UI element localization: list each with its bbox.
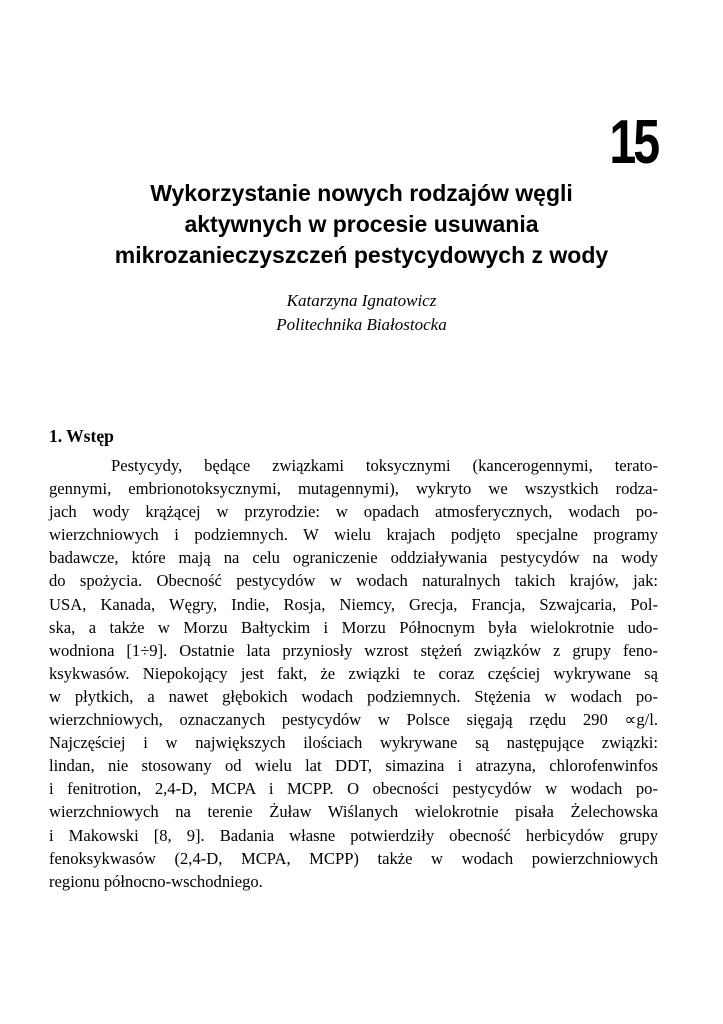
chapter-title [40,178,683,271]
paragraph-line: i fenitrotion, 2,4-D, MCPA i MCPP. O obecności pestycydów w wodach po- [49,779,658,799]
paragraph-line: fenoksykwasów (2,4-D, MCPA, MCPP) także w wodach powierzchniowych [49,848,658,868]
paragraph-line: badawcze, które mają na celu ograniczenie oddziaływania pestycydów na wody [49,548,658,568]
title-line: mikrozanieczyszczeń pestycydowych z wody [114,242,609,268]
paragraph-line: ksykwasów. Niepokojący jest fakt, że związki te coraz częściej wykrywane są [49,663,658,683]
paragraph-line: USA, Kanada, Węgry, Indie, Rosja, Niemcy, Grecja, Francja, Szwajcaria, Pol- [49,594,658,614]
author-affiliation: Politechnika Białostocka [276,315,447,334]
paragraph-line: gennymi, embrionotoksycznymi, mutagennymi), wykryto we wszystkich rodza- [49,479,658,499]
title-line: aktywnych w procesie usuwania [184,211,539,237]
paragraph-line: jach wody krążącej w przyrodzie: w opadach atmosferycznych, wodach po- [49,502,658,522]
paragraph-line: regionu północno-wschodniego. [49,871,263,891]
paragraph-line: Najczęściej i w największych ilościach wykrywane są następujące związki: [49,733,658,753]
paragraph-line: ska, a także w Morzu Bałtyckim i Morzu Północnym była wielokrotnie udo- [49,617,658,637]
paragraph-line: Pestycydy, będące związkami toksycznymi (kancerogennymi, terato- [111,456,658,475]
author-block [40,289,683,337]
paragraph-line: lindan, nie stosowany od wielu lat DDT, simazina i atrazyna, chlorofenwinfos [49,756,658,776]
paragraph-line: do spożycia. Obecność pestycydów w wodach naturalnych takich krajów, jak: [49,571,658,591]
section-heading: 1. Wstęp [49,426,114,446]
paragraph-line: wierzchniowych na terenie Żuław Wiślanych wielokrotnie pisała Żelechowska [49,802,658,822]
paragraph-line: wierzchniowych, oznaczanych pestycydów w Polsce sięgają rzędu 290 ∝g/l. [49,710,658,730]
chapter-number: 15 [609,108,657,177]
author-name: Katarzyna Ignatowicz [286,291,437,310]
paragraph-line: wierzchniowych i podziemnych. W wielu krajach podjęto specjalne programy [49,525,658,545]
title-line: Wykorzystanie nowych rodzajów węgli [150,180,573,206]
paragraph-line: i Makowski [8, 9]. Badania własne potwierdziły obecność herbicydów grupy [49,825,658,845]
paragraph-line: w płytkich, a nawet głębokich wodach podziemnych. Stężenia w wodach po- [49,686,658,706]
section-body-paragraph [49,454,658,893]
paragraph-line: wodniona [1÷9]. Ostatnie lata przyniosły wzrost stężeń związków z grupy feno- [49,640,658,660]
